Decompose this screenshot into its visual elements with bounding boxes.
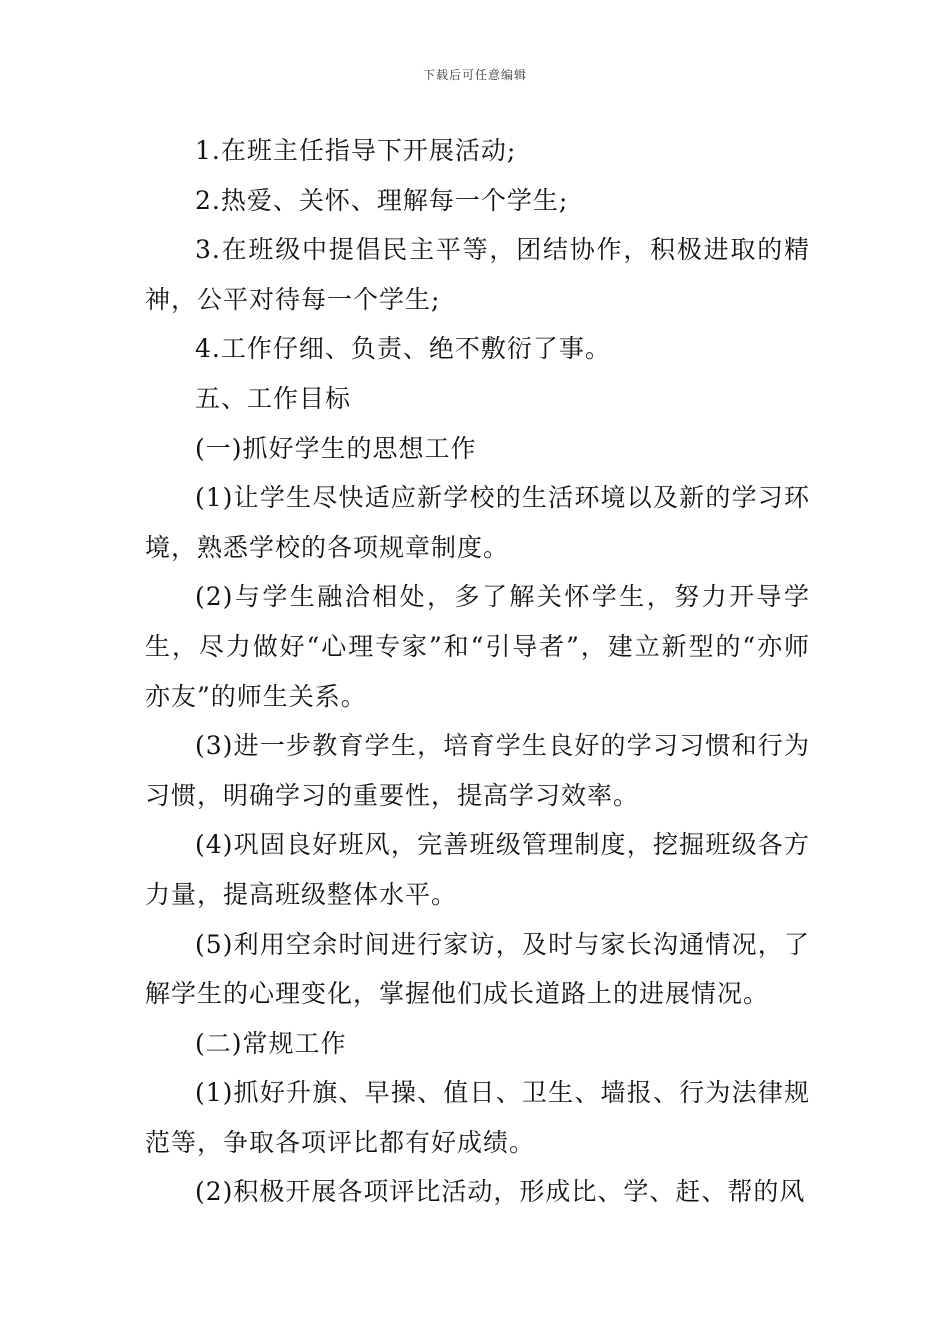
duty-item-2: 2.热爱、关怀、理解每一个学生; xyxy=(195,185,569,215)
duty-item-4: 4.工作仔细、负责、绝不敷衍了事。 xyxy=(195,334,611,364)
goal-item-1: (1)让学生尽快适应新学校的生活环境以及新的学习环境，熟悉学校的各项规章制度。 xyxy=(145,483,810,562)
duty-item-3: 3.在班级中提倡民主平等，团结协作，积极进取的精神，公平对待每一个学生; xyxy=(145,235,810,314)
goal-item-2: (2)与学生融洽相处，多了解关怀学生，努力开导学生，尽力做好“心理专家”和“引导者”，建立新型的“亦师亦友”的师生关系。 xyxy=(145,582,810,711)
subsection-heading-routine-work: (二)常规工作 xyxy=(195,1028,347,1058)
section-heading-goals: 五、工作目标 xyxy=(195,383,352,413)
goal-item-3: (3)进一步教育学生，培育学生良好的学习习惯和行为习惯，明确学习的重要性，提高学习效率。 xyxy=(145,731,810,810)
document-body xyxy=(145,126,810,1217)
routine-item-2: (2)积极开展各项评比活动，形成比、学、赶、帮的风 xyxy=(195,1177,806,1207)
duty-item-1: 1.在班主任指导下开展活动; xyxy=(195,136,517,165)
page-header-note: 下载后可任意编辑 xyxy=(422,68,527,82)
routine-item-1: (1)抓好升旗、早操、值日、卫生、墙报、行为法律规范等，争取各项评比都有好成绩。 xyxy=(145,1078,810,1157)
goal-item-5: (5)利用空余时间进行家访，及时与家长沟通情况，了解学生的心理变化，掌握他们成长道路上的进展情况。 xyxy=(145,929,810,1009)
goal-item-4: (4)巩固良好班风，完善班级管理制度，挖掘班级各方力量，提高班级整体水平。 xyxy=(145,830,810,909)
subsection-heading-thought-work: (一)抓好学生的思想工作 xyxy=(195,433,477,463)
